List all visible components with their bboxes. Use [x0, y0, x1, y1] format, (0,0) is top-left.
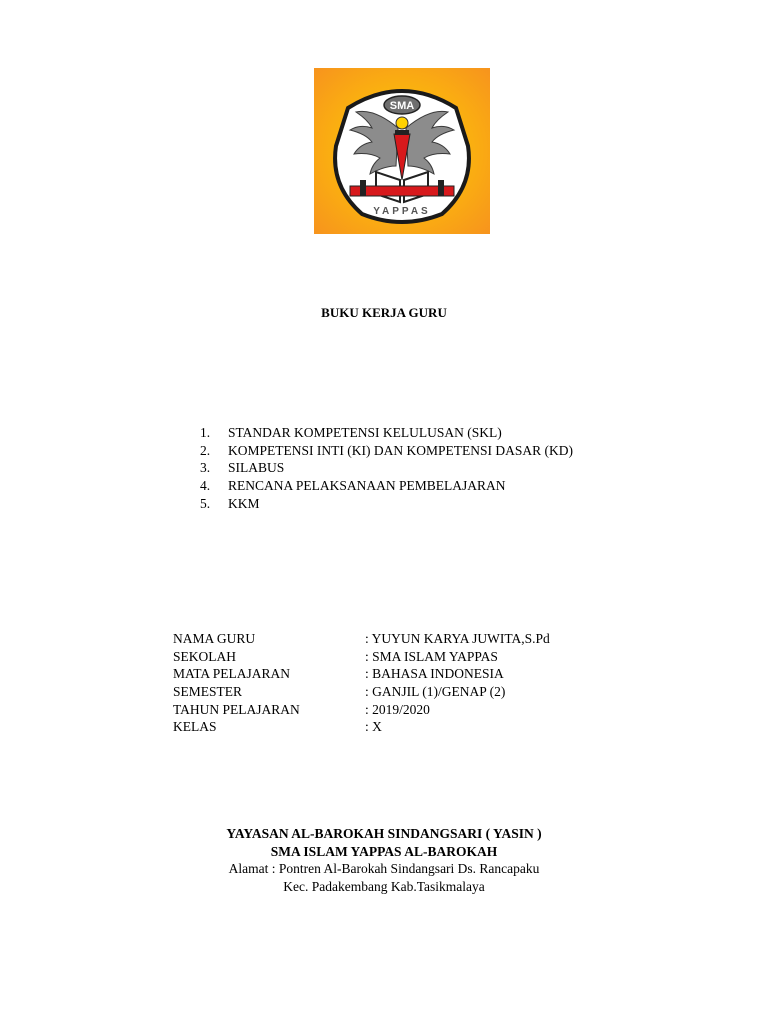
info-value: : X [365, 719, 382, 735]
list-number: 2. [200, 442, 211, 458]
document-title: BUKU KERJA GURU [321, 305, 447, 320]
list-item [200, 459, 573, 477]
school-name: SMA ISLAM YAPPAS AL-BAROKAH [270, 843, 498, 859]
list-item [200, 495, 573, 513]
info-row [173, 665, 550, 683]
info-value: : 2019/2020 [365, 701, 430, 717]
list-label: KKM [228, 495, 260, 511]
list-label: STANDAR KOMPETENSI KELULUSAN (SKL) [228, 425, 502, 440]
info-label: SEMESTER [173, 684, 243, 700]
logo-text-bottom: YAPPAS [373, 206, 431, 217]
list-label: KOMPETENSI INTI (KI) DAN KOMPETENSI DASAR (KD) [228, 442, 573, 458]
school-logo [314, 68, 490, 234]
document-list [200, 424, 573, 512]
foundation-name: YAYASAN AL-BAROKAH SINDANGSARI ( YASIN ) [226, 826, 542, 841]
info-label: NAMA GURU [173, 631, 256, 646]
list-item [200, 424, 573, 442]
info-value: : SMA ISLAM YAPPAS [365, 648, 498, 664]
list-label: RENCANA PELAKSANAAN PEMBELAJARAN [228, 478, 506, 494]
info-row [173, 683, 550, 701]
info-row [173, 648, 550, 666]
list-label: SILABUS [228, 460, 285, 476]
list-number: 3. [200, 460, 211, 476]
info-value: : YUYUN KARYA JUWITA,S.Pd [365, 631, 550, 646]
info-label: TAHUN PELAJARAN [173, 701, 300, 717]
district-line: Kec. Padakembang Kab.Tasikmalaya [283, 878, 485, 894]
info-value: : BAHASA INDONESIA [365, 666, 504, 682]
list-item [200, 477, 573, 495]
list-number: 1. [200, 425, 211, 440]
info-label: SEKOLAH [173, 648, 236, 664]
info-label: KELAS [173, 719, 217, 735]
list-item [200, 442, 573, 460]
institution-footer [0, 825, 768, 895]
info-value: : GANJIL (1)/GENAP (2) [365, 684, 506, 700]
info-row [173, 701, 550, 719]
address-line: Alamat : Pontren Al-Barokah Sindangsari Ds. Rancapaku [228, 861, 540, 876]
teacher-info-table [173, 630, 550, 736]
list-number: 5. [200, 495, 211, 511]
info-label: MATA PELAJARAN [173, 666, 291, 682]
logo-text-top: SMA [389, 100, 415, 112]
info-row [173, 718, 550, 736]
info-row [173, 630, 550, 648]
list-number: 4. [200, 478, 211, 494]
